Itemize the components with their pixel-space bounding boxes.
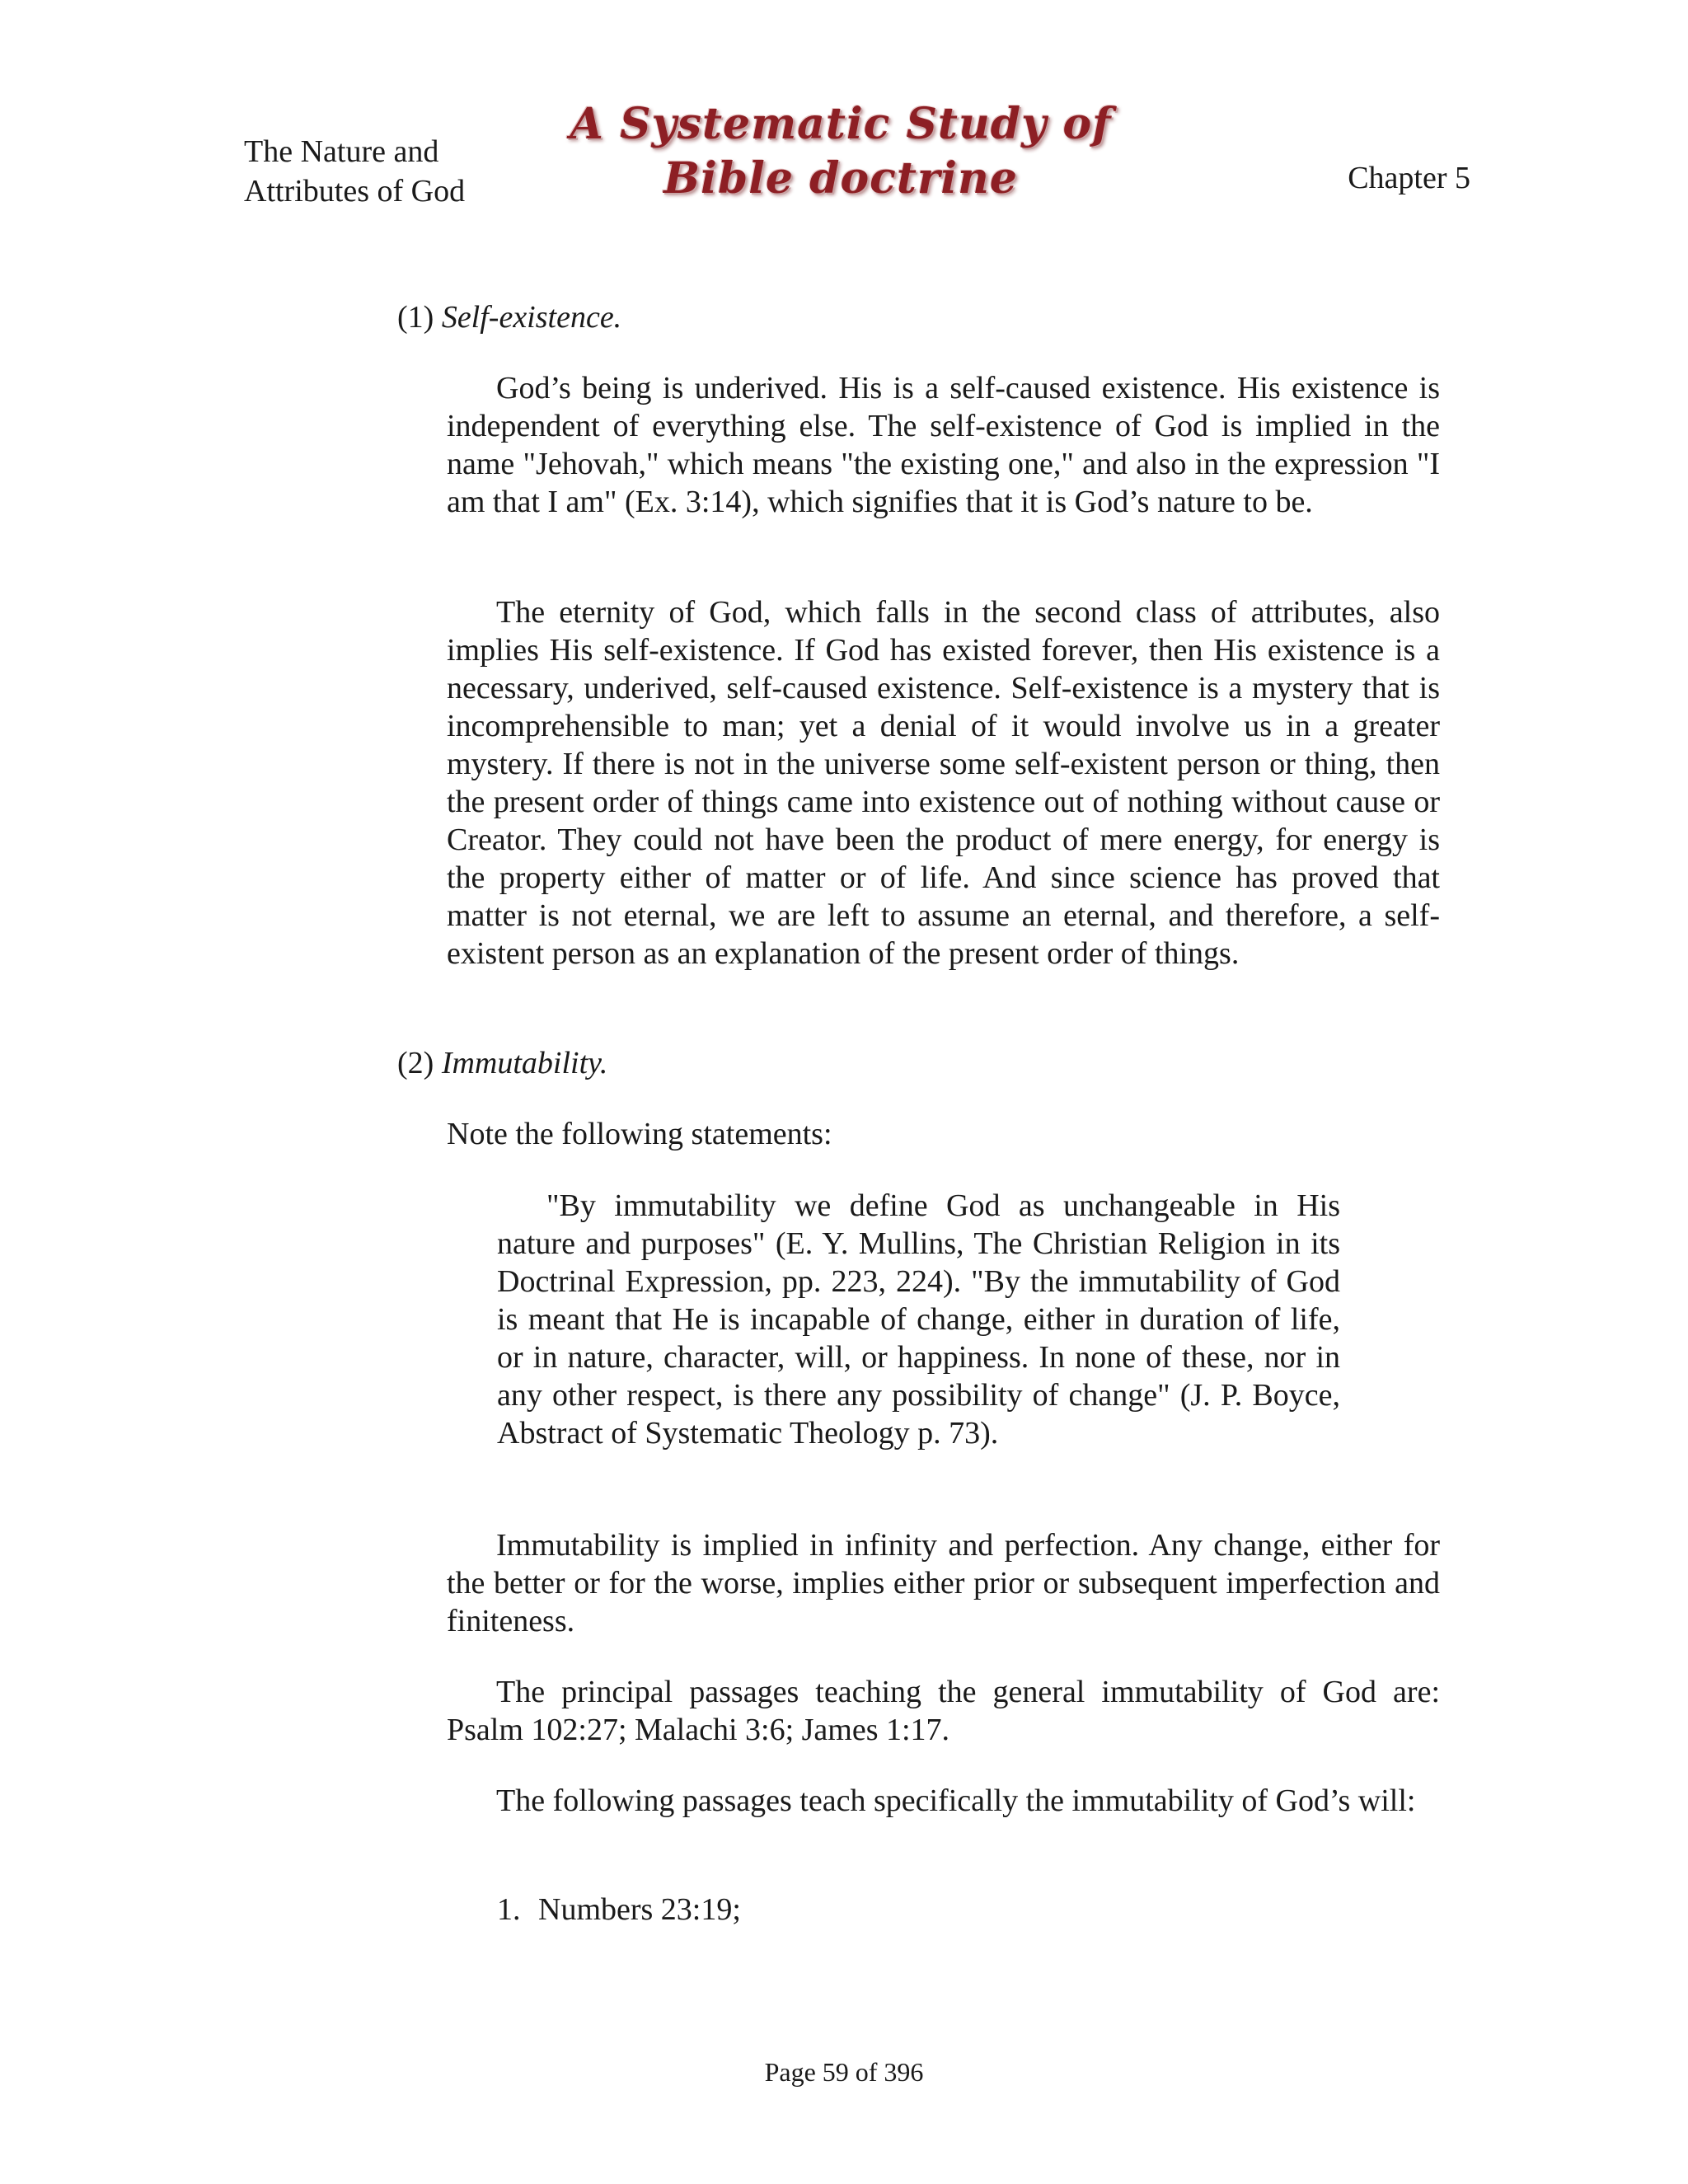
paragraph: The following passages teach specifically the immutability of God’s will: bbox=[496, 1783, 1416, 1818]
running-header-chapter: Chapter 5 bbox=[1348, 161, 1470, 195]
list-item-number: 1. bbox=[497, 1892, 521, 1927]
paragraph: Immutability is implied in infinity and perfection. Any change, either for the better or for the worse, implies either prior or subsequent imperfection and finiteness. bbox=[447, 1528, 1440, 1638]
book-title-logo bbox=[560, 97, 1121, 213]
logo-line-1: A Systematic Study of bbox=[570, 99, 1112, 149]
paragraph: Note the following statements: bbox=[447, 1117, 832, 1151]
paragraph: God’s being is underived. His is a self-caused existence. His existence is independent of everything else. The self-existence of God is implied in the name "Jehovah," which means "the existing one," and also in the expression "I am that I am" (Ex. 3:14), which signifies that it is God’s nature to be. bbox=[447, 371, 1440, 519]
header-title-line-1: The Nature and bbox=[244, 134, 439, 169]
section-heading-self-existence bbox=[397, 298, 621, 336]
running-header-title bbox=[244, 132, 465, 211]
list-item bbox=[497, 1891, 741, 1929]
section-title: Immutability. bbox=[441, 1046, 608, 1080]
section-number: (2) bbox=[397, 1046, 434, 1080]
logo-line-2: Bible doctrine bbox=[663, 153, 1018, 204]
list-item-text: Numbers 23:19; bbox=[538, 1892, 741, 1927]
paragraph: The eternity of God, which falls in the second class of attributes, also implies His self-existence. If God has existed forever, then His existence is a necessary, underived, self-caused existence. Self-existence is a mystery that is incomprehensible to man; yet a denial of it would involve us in a greater mystery. If there is not in the universe some self-existent person or thing, then the present order of things came into existence out of nothing without cause or Creator. They could not have been the product of mere energy, for energy is the property either of matter or of life. And since science has proved that matter is not eternal, we are left to assume an eternal, and therefore, a self-existent person as an explanation of the present order of things. bbox=[447, 595, 1440, 971]
paragraph: The principal passages teaching the general immutability of God are: Psalm 102:27; Malachi 3:6; James 1:17. bbox=[447, 1675, 1440, 1747]
page-number: Page 59 of 396 bbox=[764, 2057, 924, 2087]
section-number: (1) bbox=[397, 300, 434, 335]
header-title-line-2: Attributes of God bbox=[244, 174, 466, 209]
section-title: Self-existence. bbox=[441, 300, 622, 335]
section-heading-immutability bbox=[397, 1044, 607, 1082]
block-quote: "By immutability we define God as unchangeable in His nature and purposes" (E. Y. Mullins, The Christian Religion in its Doctrinal Expression, pp. 223, 224). "By the immutability of God is meant that He is incapable of change, either in duration of life, or in nature, character, will, or happiness. In none of these, nor in any other respect, is there any possibility of change" (J. P. Boyce, Abstract of Systematic Theology p. 73). bbox=[497, 1188, 1340, 1451]
